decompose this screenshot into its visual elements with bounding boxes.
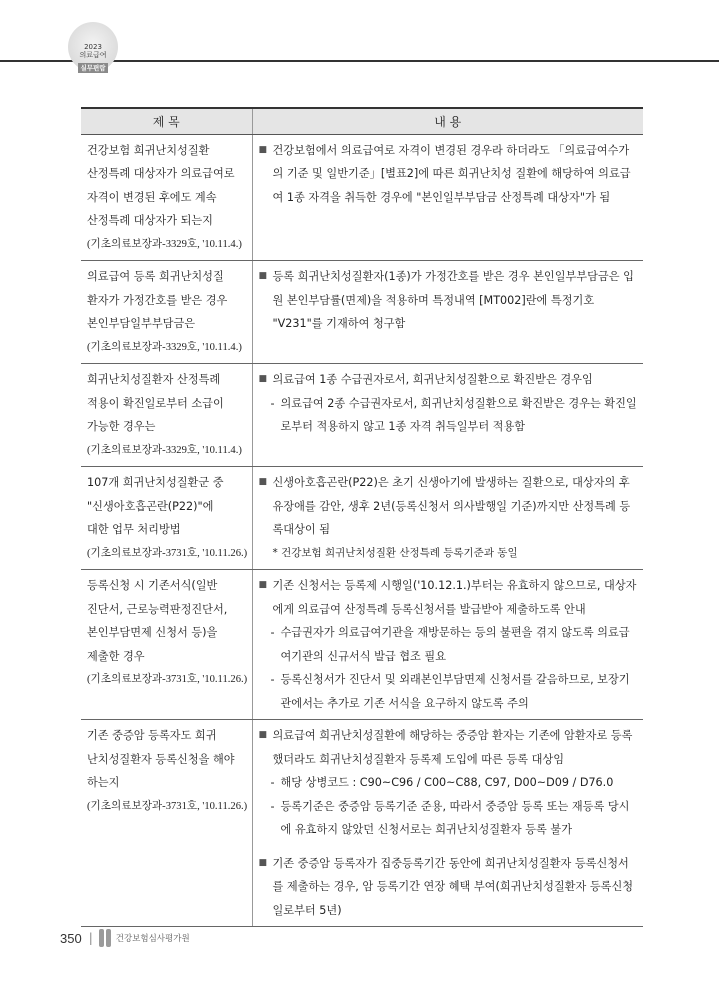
row-content-cell <box>252 570 643 720</box>
row-title-line: 기존 중증암 등록자도 희귀 <box>87 729 217 742</box>
content-bullet <box>259 139 640 210</box>
content-text: 의료급여 희귀난치성질환에 해당하는 중증암 환자는 기존에 암환자로 등록했더라도 희귀난치성질환자 등록제 도입에 따른 등록 대상임 <box>272 729 633 766</box>
row-title-line: 희귀난치성질환자 산정특례 <box>87 373 221 386</box>
row-title-line: 대한 업무 처리방법 <box>87 523 181 536</box>
square-bullet-icon: ■ <box>258 144 268 155</box>
table-row <box>81 364 643 467</box>
qa-table <box>81 107 643 927</box>
square-bullet-icon: ■ <box>258 374 268 384</box>
row-content-cell <box>252 134 643 261</box>
row-reference: (기초의료보장과-3329호, '10.11.4.) <box>87 341 242 353</box>
content-note: * 건강보험 희귀난치성질환 산정특례 등록기준과 동일 <box>272 546 518 559</box>
row-reference: (기초의료보장과-3731호, '10.11.26.) <box>87 800 248 812</box>
content-text: 신생아호흡곤란(P22)은 초기 신생아기에 발생하는 질환으로, 대상자의 후유장애를 감안, 생후 2년(등록신청서 의사발행일 기준)까지만 산정특례 등록대상이 됨 <box>272 476 631 536</box>
row-title-line: 107개 희귀난치성질환군 중 <box>87 476 224 489</box>
content-subitem <box>259 392 640 439</box>
column-header-title: 제 목 <box>81 108 252 134</box>
square-bullet-icon: ■ <box>258 730 268 740</box>
row-title-line: 자격이 변경된 후에도 계속 <box>87 190 217 204</box>
dash-marker-icon: - <box>270 626 275 639</box>
row-title-line: 건강보험 희귀난치성질환 <box>87 143 210 157</box>
row-title-line: 난치성질환자 등록신청을 해야 <box>87 752 235 766</box>
square-bullet-icon: ■ <box>258 271 268 281</box>
row-reference: (기초의료보장과-3731호, '10.11.26.) <box>87 674 248 685</box>
row-title-line: 적용이 확진일로부터 소급이 <box>87 396 224 410</box>
column-header-content: 내 용 <box>252 108 643 134</box>
dash-marker-icon: - <box>270 673 275 686</box>
square-bullet-icon: ■ <box>258 580 268 590</box>
table-row <box>81 467 643 570</box>
row-title-line: 가능한 경우는 <box>87 420 156 433</box>
table-row <box>81 720 643 927</box>
content-text: 등록기준은 중증암 등록기준 준용, 따라서 중증암 등록 또는 재등록 당시에 유효하지 않았던 신청서로는 희귀난치성질환자 등록 불가 <box>280 799 630 836</box>
content-spacer <box>259 842 640 852</box>
row-reference: (기초의료보장과-3329호, '10.11.4.) <box>87 444 242 456</box>
org-name: 건강보험심사평가원 <box>115 934 190 944</box>
content-bullet <box>259 368 640 392</box>
content-text: 기존 중증암 등록자가 집중등록기간 동안에 희귀난치성질환자 등록신청서를 제출하는 경우, 암 등록기간 연장 혜택 부여(희귀난치성질환자 등록신청일로부터 5년) <box>272 856 634 917</box>
content-subitem <box>259 771 640 795</box>
content-subitem <box>259 621 640 668</box>
content-text: 수급권자가 의료급여기관을 재방문하는 등의 불편을 겪지 않도록 의료급여기관의 신규서식 발급 협조 필요 <box>280 626 630 663</box>
dash-marker-icon: - <box>270 396 275 410</box>
content-text: 의료급여 2종 수급권자로서, 희귀난치성질환으로 확진받은 경우는 확진일로부터 적용하지 않고 1종 자격 취득일부터 적용함 <box>280 396 637 433</box>
row-content-cell <box>252 467 643 570</box>
row-title-cell <box>81 467 252 570</box>
row-title-line: "신생아호흡곤란(P22)"에 <box>87 499 214 513</box>
logo-title-line1: 의료급여 <box>79 51 107 59</box>
footer-separator: | <box>88 931 93 945</box>
row-title-line: 산정특례 대상자가 되는지 <box>87 214 213 227</box>
row-title-line: 제출한 경우 <box>87 649 145 663</box>
row-title-line: 산정특례 대상자가 의료급여로 <box>87 167 235 180</box>
content-bullet <box>259 852 640 923</box>
table-row <box>81 261 643 364</box>
square-bullet-icon: ■ <box>258 857 268 868</box>
row-title-cell <box>81 364 252 467</box>
row-title-line: 본인부담일부부담금은 <box>87 317 196 330</box>
content-bullet <box>259 471 640 542</box>
row-title-line: 하는지 <box>87 776 120 789</box>
row-title-line: 진단서, 근로능력판정진단서, <box>87 602 228 616</box>
content-bullet <box>259 574 640 621</box>
table-row <box>81 134 643 261</box>
content-text: 건강보험에서 의료급여로 자격이 변경된 경우라 하더라도 「의료급여수가의 기준 및 일반기준」[별표2]에 따른 희귀난치성 질환에 해당하여 의료급여 1종 자격을 취득한 경우에 "본인일부부담금 산정특례 대상자"가 됨 <box>272 143 631 204</box>
page-footer <box>60 928 190 948</box>
content-bullet <box>259 724 640 771</box>
content-subitem <box>259 795 640 842</box>
logo-text <box>58 43 128 59</box>
square-bullet-icon: ■ <box>258 477 268 487</box>
book-logo <box>58 22 128 72</box>
row-content-cell <box>252 720 643 927</box>
row-title-cell <box>81 570 252 720</box>
page-number: 350 <box>60 930 82 946</box>
row-title-line: 의료급여 등록 희귀난치성질 <box>87 270 224 283</box>
content-text: 기존 신청서는 등록제 시행일('10.12.1.)부터는 유효하지 않으므로, 대상자에게 의료급여 산정특례 등록신청서를 발급받아 제출하도록 안내 <box>272 579 637 616</box>
row-title-cell <box>81 134 252 261</box>
dash-marker-icon: - <box>270 776 275 789</box>
content-bullet <box>259 265 640 336</box>
row-reference: (기초의료보장과-3329호, '10.11.4.) <box>87 238 242 250</box>
logo-title-line2: 실무편람 <box>78 63 108 73</box>
org-logo-icon <box>99 929 113 947</box>
row-title-line: 본인부담면제 신청서 등)을 <box>87 626 218 639</box>
row-title-cell <box>81 261 252 364</box>
content-text: 의료급여 1종 수급권자로서, 희귀난치성질환으로 확진받은 경우임 <box>272 373 593 386</box>
dash-marker-icon: - <box>270 799 275 813</box>
row-title-line: 등록신청 시 기존서식(일반 <box>87 579 218 592</box>
row-content-cell <box>252 261 643 364</box>
content-text: 해당 상병코드 : C90~C96 / C00~C88, C97, D00~D09 / D76.0 <box>280 776 614 789</box>
row-content-cell <box>252 364 643 467</box>
table-body <box>81 134 643 927</box>
logo-year: 2023 <box>84 43 102 51</box>
table-row <box>81 570 643 720</box>
row-title-line: 환자가 가정간호를 받은 경우 <box>87 293 228 307</box>
row-title-cell <box>81 720 252 927</box>
row-reference: (기초의료보장과-3731호, '10.11.26.) <box>87 547 248 559</box>
content-text: 등록신청서가 진단서 및 외래본인부담면제 신청서를 갈음하므로, 보장기관에서는 추가로 기존 서식을 요구하지 않도록 주의 <box>280 673 630 710</box>
content-subitem <box>259 668 640 715</box>
table-header-row <box>81 108 643 134</box>
content-text: 등록 희귀난치성질환자(1종)가 가정간호를 받은 경우 본인일부부담금은 입원 본인부담률(면제)을 적용하며 특정내역 [MT002]란에 특정기호 "V231"를 기재하여 청구함 <box>272 270 634 330</box>
